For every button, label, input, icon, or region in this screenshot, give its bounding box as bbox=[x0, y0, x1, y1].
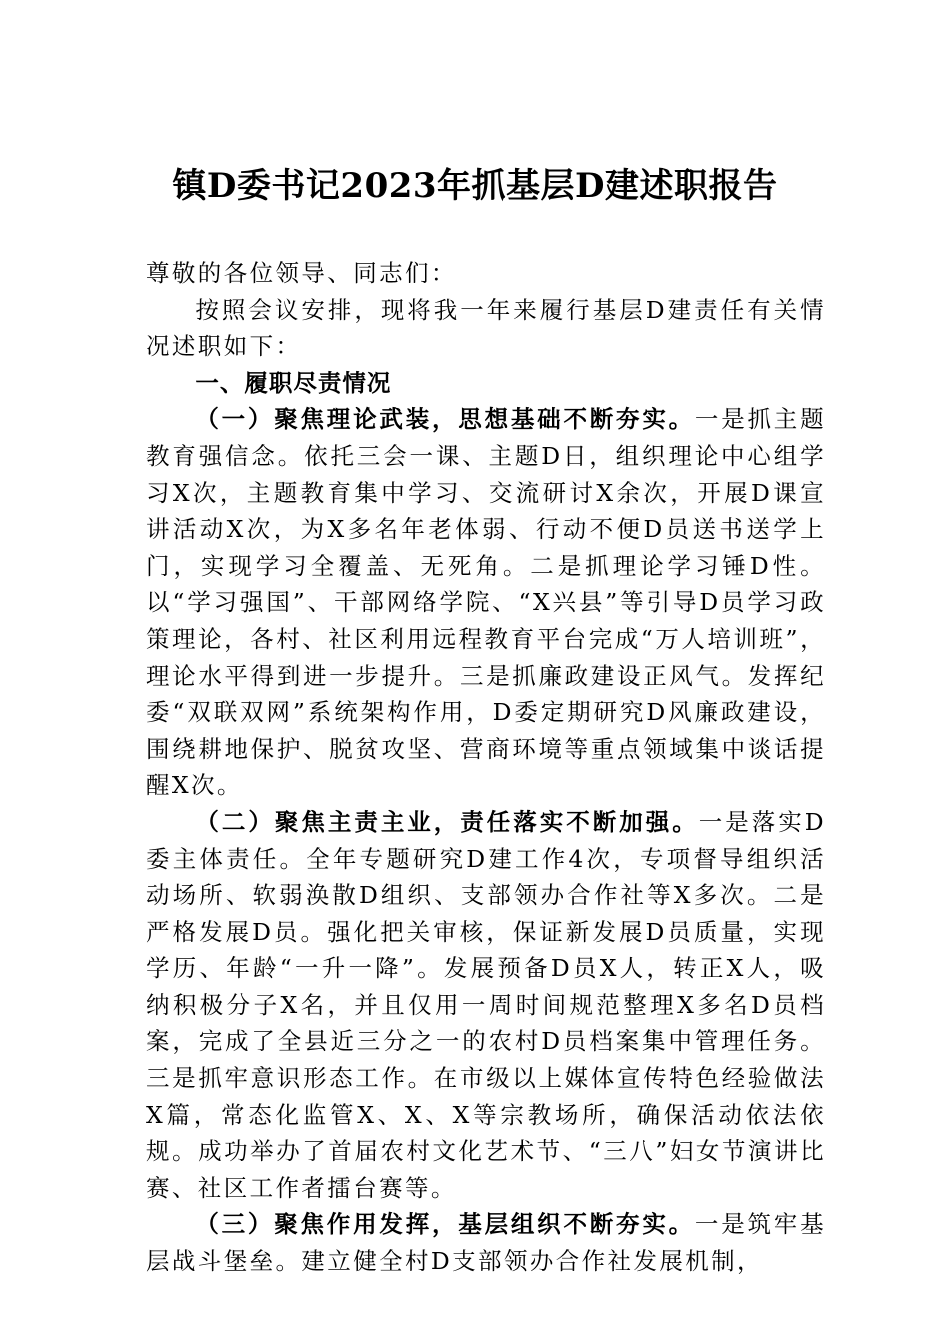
paragraph-3-lead: （三）聚焦作用发挥，基层组织不断夯实。 bbox=[195, 1210, 695, 1239]
paragraph-1 bbox=[146, 401, 826, 804]
paragraph-1-lead: （一）聚焦理论武装，思想基础不断夯实。 bbox=[195, 405, 695, 434]
salutation: 尊敬的各位领导、同志们： bbox=[146, 259, 457, 287]
document-title: 镇D委书记2023年抓基层D建述职报告 bbox=[172, 166, 778, 206]
paragraph-3-text: 一是筑牢基层战斗堡垒。建立健全村D支部领办合作社发展机制， bbox=[146, 1210, 826, 1276]
paragraph-3 bbox=[146, 1206, 826, 1279]
document-body bbox=[146, 255, 826, 1280]
paragraph-1-text: 一是抓主题教育强信念。依托三会一课、主题D日，组织理论中心组学习X次，主题教育集中学习、交流研讨X余次，开展D课宣讲活动X次，为X多名年老体弱、行动不便D员送书送学上门，实现学习全覆盖、无死角。二是抓理论学习锤D性。以“学习强国”、干部网络学院、“X兴县”等引导D员学习政策理论，各村、社区利用远程教育平台完成“万人培训班”，理论水平得到进一步提升。三是抓廉政建设正风气。发挥纪委“双联双网”系统架构作用，D委定期研究D风廉政建设，围绕耕地保护、脱贫攻坚、营商环境等重点领域集中谈话提醒X次。 bbox=[146, 405, 826, 800]
section-heading: 一、履职尽责情况 bbox=[195, 368, 392, 397]
paragraph-2-lead: （二）聚焦主责主业，责任落实不断加强。 bbox=[195, 807, 699, 836]
paragraph-2-text: 一是落实D委主体责任。全年专题研究D建工作4次，专项督导组织活动场所、软弱涣散D组织、支部领办合作社等X多次。二是严格发展D员。强化把关审核，保证新发展D员质量，实现学历、年龄“一升一降”。发展预备D员X人，转正X人，吸纳积极分子X名，并且仅用一周时间规范整理X多名D员档案，完成了全县近三分之一的农村D员档案集中管理任务。三是抓牢意识形态工作。在市级以上媒体宣传特色经验做法X篇，常态化监管X、X、X等宗教场所，确保活动依法依规。成功举办了首届农村文化艺术节、“三八”妇女节演讲比赛、社区工作者擂台赛等。 bbox=[146, 807, 826, 1202]
paragraph-2 bbox=[146, 804, 826, 1207]
intro-paragraph: 按照会议安排，现将我一年来履行基层D建责任有关情况述职如下： bbox=[146, 295, 826, 361]
